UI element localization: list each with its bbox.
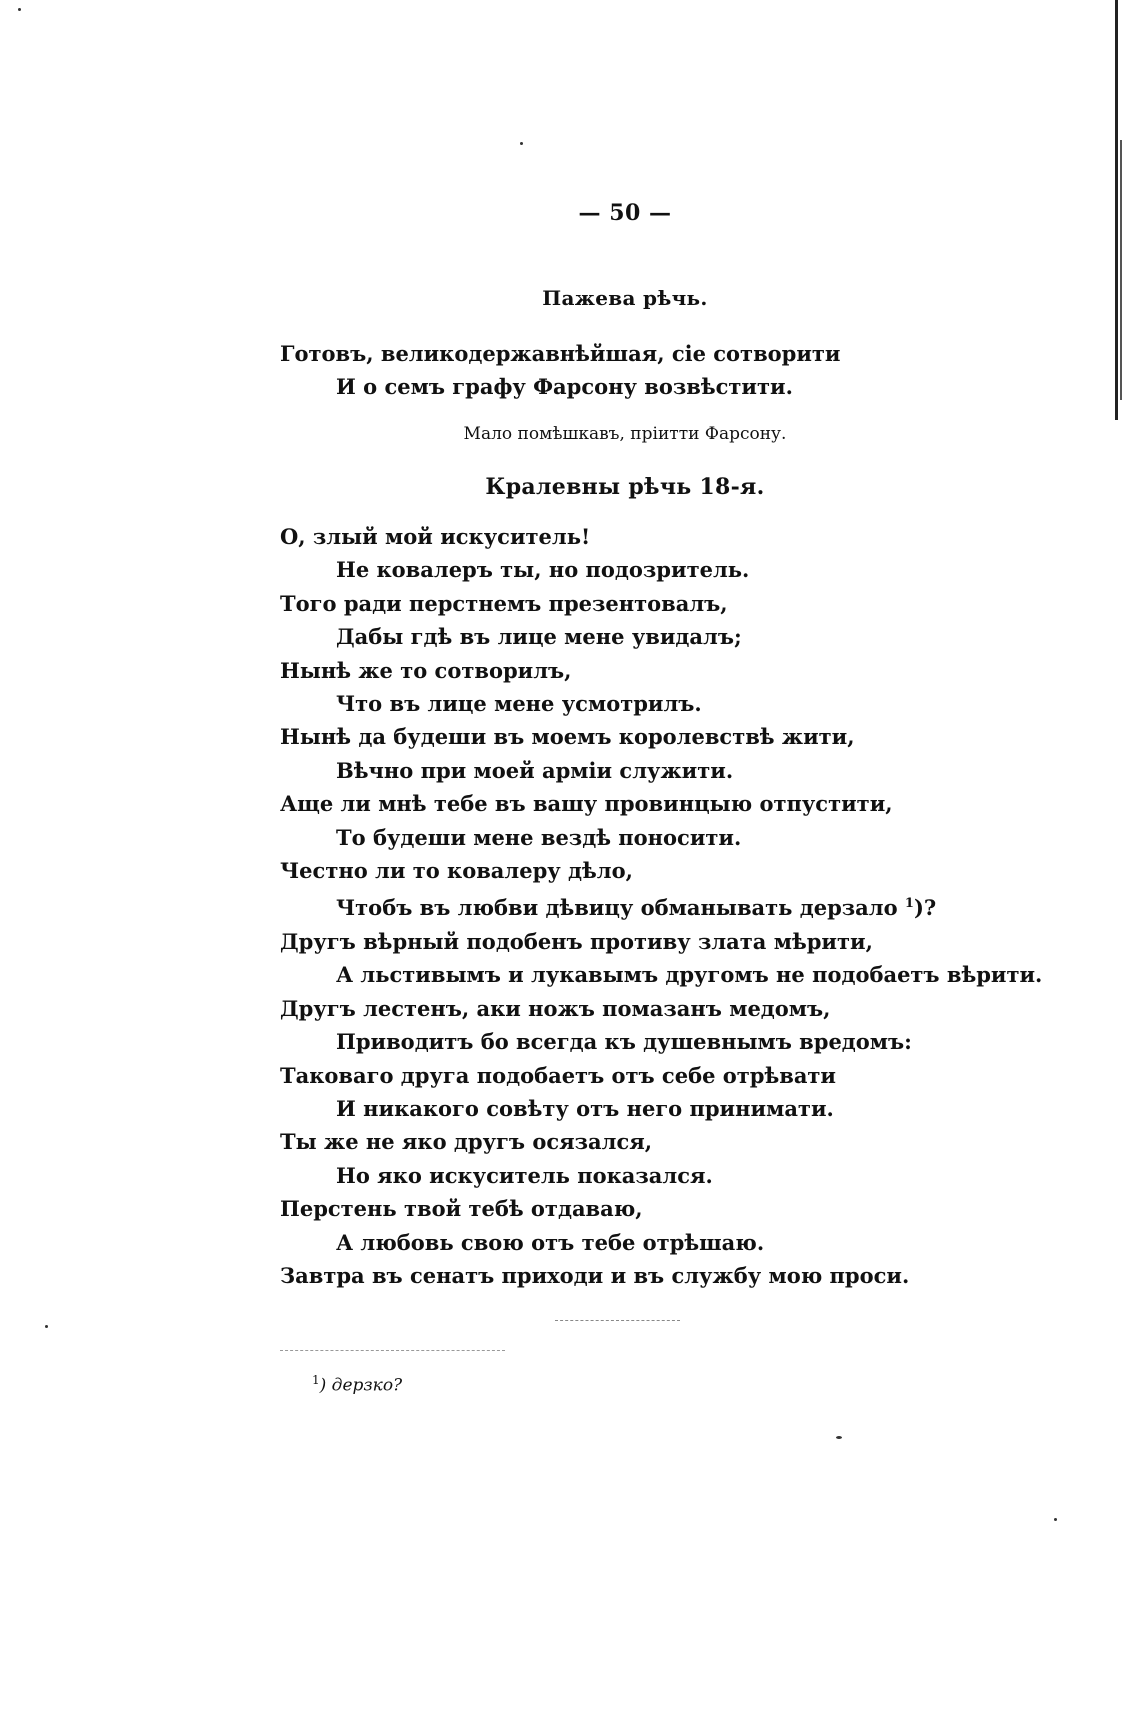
page-edge-shadow-secondary: [1120, 140, 1122, 400]
verse-line: Завтра въ сенатъ приходи и въ службу мою проси.: [280, 1262, 910, 1288]
verse-line: Честно ли то ковалеру дѣло,: [280, 858, 633, 884]
verse-line: О, злый мой искуситель!: [280, 524, 591, 549]
verse-line: А льстивымъ и лукавымъ другомъ не подобаетъ вѣрити.: [336, 962, 1043, 988]
verse-line-with-footnote: [280, 887, 1042, 924]
page-speech-verse: [280, 337, 841, 404]
scan-speck: [45, 1325, 48, 1328]
verse-line: Готовъ, великодержавнѣйшая, сіе сотворити: [280, 341, 841, 366]
verse-line: И никакого совѣту отъ него принимати.: [336, 1095, 834, 1121]
verse-line: Дабы гдѣ въ лице мене увидалъ;: [336, 624, 742, 650]
queen-speech-heading: Кралевны рѣчь 18-я.: [485, 474, 765, 500]
scan-speck: [836, 1436, 842, 1439]
verse-line: Но яко искуситель показался.: [336, 1162, 713, 1188]
page-number: — 50 —: [578, 200, 672, 226]
verse-line: То будеши мене вездѣ поносити.: [336, 824, 742, 850]
verse-line: Нынѣ да будеши въ моемъ королевствѣ жити,: [280, 724, 855, 750]
verse-line-text: Чтобъ въ любви дѣвицу обманывать дерзало: [336, 895, 898, 921]
verse-line: Ты же не яко другъ осязался,: [280, 1129, 653, 1155]
verse-line: И о семъ графу Фарсону возвѣстити.: [336, 374, 793, 400]
verse-line: А любовь свою отъ тебе отрѣшаю.: [336, 1229, 765, 1255]
verse-line: Вѣчно при моей арміи служити.: [336, 757, 734, 783]
verse-line-tail: )?: [913, 895, 937, 921]
verse-line: Нынѣ же то сотворилъ,: [280, 657, 572, 683]
scan-speck: [520, 142, 523, 145]
queen-speech-verse: [280, 520, 1042, 1292]
verse-line: Перстень твой тебѣ отдаваю,: [280, 1196, 643, 1222]
verse-line: Приводитъ бо всегда къ душевнымъ вредомъ:: [336, 1029, 912, 1055]
footnote-rule: [280, 1350, 505, 1351]
verse-line: Другъ лестенъ, аки ножъ помазанъ медомъ,: [280, 995, 831, 1021]
verse-line: Другъ вѣрный подобенъ противу злата мѣрити,: [280, 928, 873, 954]
scan-speck: [1054, 1518, 1057, 1521]
section-rule: [555, 1320, 680, 1321]
verse-line: Не ковалеръ ты, но подозритель.: [336, 557, 750, 583]
verse-line: Аще ли мнѣ тебе въ вашу провинцыю отпустити,: [280, 791, 893, 817]
stage-direction: Мало помѣшкавъ, пріитти Фарсону.: [463, 424, 787, 444]
verse-line: Что въ лице мене усмотрилъ.: [336, 691, 702, 717]
footnote-text: ) дерзко?: [319, 1375, 403, 1396]
page-speech-heading: Пажева рѣчь.: [542, 286, 708, 310]
verse-line: Таковаго друга подобаетъ отъ себе отрѣвати: [280, 1062, 837, 1088]
verse-line: Того ради перстнемъ презентовалъ,: [280, 590, 728, 616]
footnote: [312, 1373, 402, 1396]
footnote-mark: 1: [904, 896, 914, 912]
footnote-mark: 1: [312, 1373, 320, 1387]
scan-speck: [18, 8, 21, 11]
